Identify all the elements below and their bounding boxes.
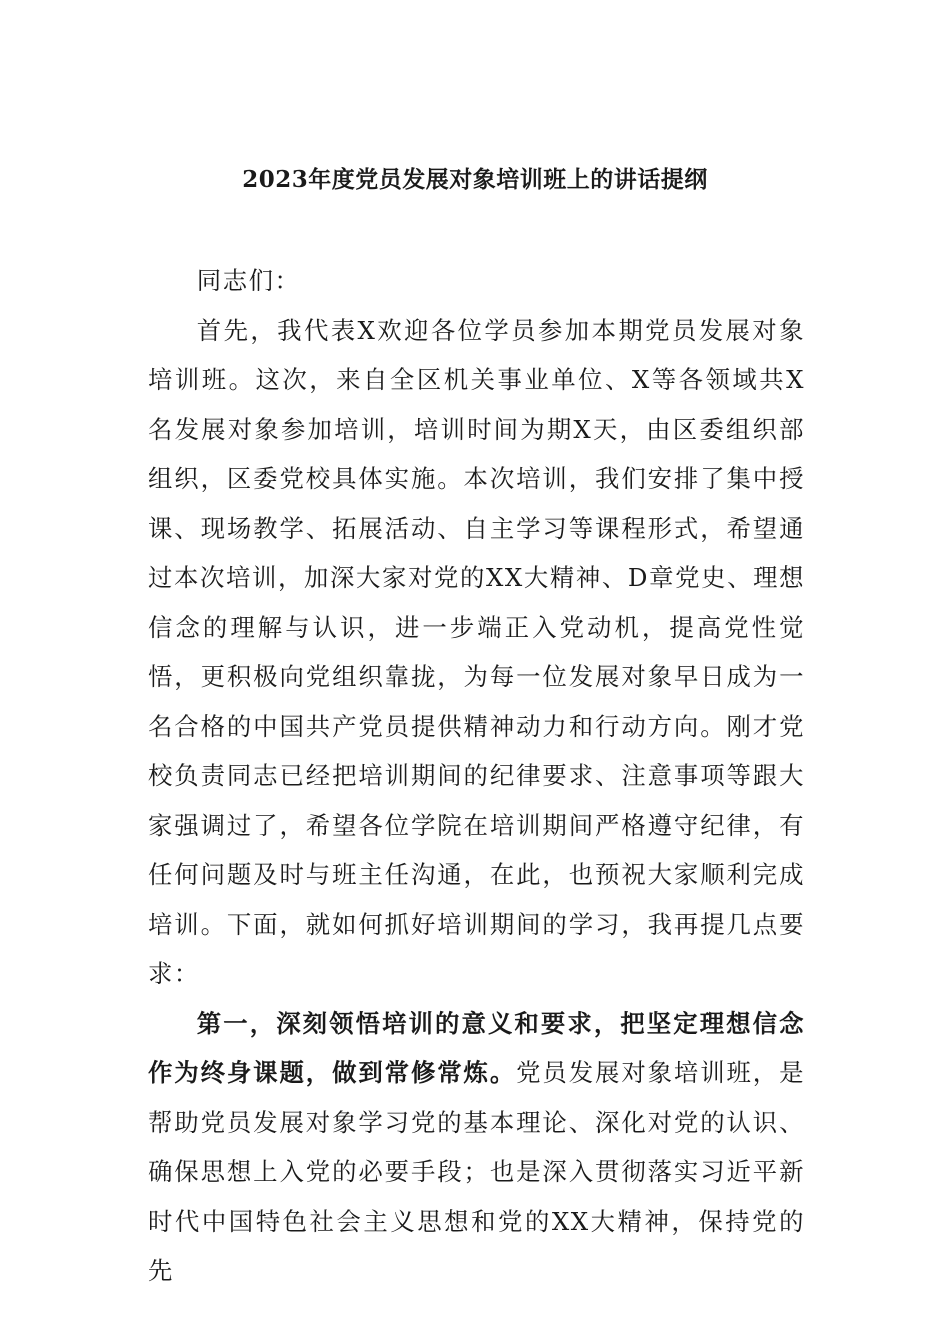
document-body [148, 256, 805, 1296]
paragraph-first-point [148, 999, 805, 1296]
first-point-heading: 第一，深刻领悟培训的意义和要求，把坚定理想信念作为终身课题，做到常修常炼。 [148, 1008, 805, 1087]
paragraph-intro: 首先，我代表X欢迎各位学员参加本期党员发展对象培训班。这次，来自全区机关事业单位、X等各领域共X名发展对象参加培训，培训时间为期X天，由区委组织部组织，区委党校具体实施。本次培训，我们安排了集中授课、现场教学、拓展活动、自主学习等课程形式，希望通过本次培训，加深大家对党的XX大精神、D章党史、理想信念的理解与认识，进一步端正入党动机，提高党性觉悟，更积极向党组织靠拢，为每一位发展对象早日成为一名合格的中国共产党员提供精神动力和行动方向。刚才党校负责同志已经把培训期间的纪律要求、注意事项等跟大家强调过了，希望各位学院在培训期间严格遵守纪律，有任何问题及时与班主任沟通，在此，也预祝大家顺利完成培训。下面，就如何抓好培训期间的学习，我再提几点要求： [148, 315, 805, 988]
first-point-body: 党员发展对象培训班，是帮助党员发展对象学习党的基本理论、深化对党的认识、确保思想上入党的必要手段；也是深入贯彻落实习近平新时代中国特色社会主义思想和党的XX大精神，保持党的先 [148, 1058, 805, 1285]
document-title: 2023年度党员发展对象培训班上的讲话提纲 [242, 166, 708, 193]
salutation: 同志们： [196, 266, 301, 295]
